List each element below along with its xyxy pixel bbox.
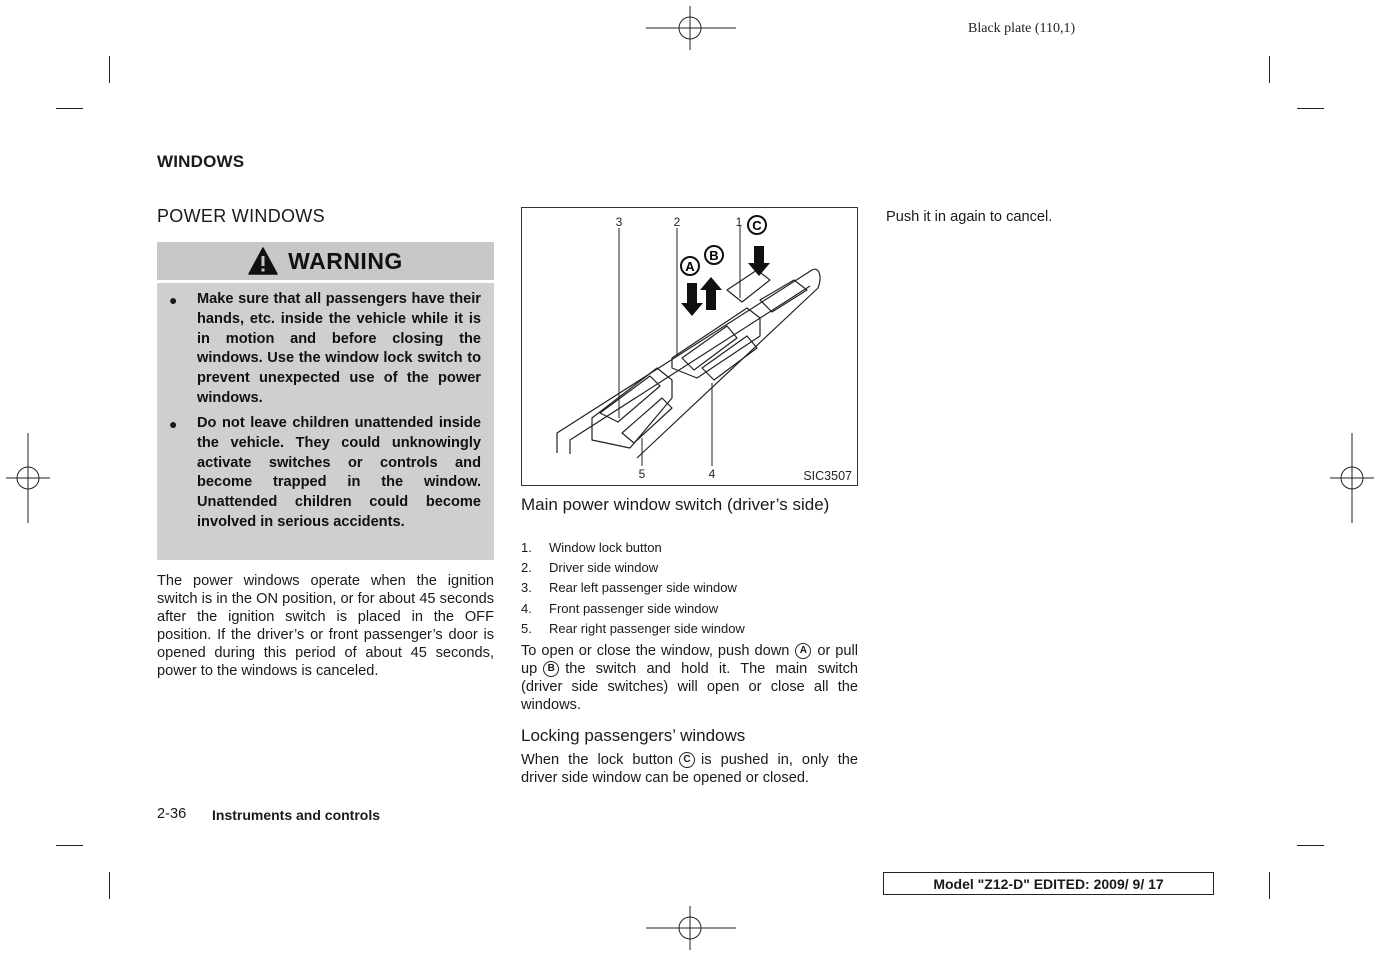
- callout-b: B: [709, 248, 719, 263]
- locking-paragraph: [521, 751, 858, 787]
- chapter-title: Instruments and controls: [212, 807, 381, 823]
- para3-text-1: When the lock button: [521, 752, 674, 768]
- crop-mark: [56, 108, 83, 109]
- crop-mark: [1297, 845, 1324, 846]
- para2-text-2: or pull up: [521, 643, 859, 677]
- model-edit-box: Model "Z12-D" EDITED: 2009/ 9/ 17: [883, 872, 1214, 895]
- registration-mark-bottom: [646, 906, 736, 950]
- list-item: [521, 540, 861, 560]
- bullet-icon: ●: [169, 416, 178, 432]
- callout-1: 1: [735, 215, 743, 229]
- list-number: 4.: [521, 600, 532, 616]
- cancel-paragraph: Push it in again to cancel.: [886, 209, 1053, 225]
- para2-text-3: the switch and hold it. The main switch (driver side switches) will open or close all the windows.: [521, 661, 858, 713]
- warning-header: [157, 242, 494, 280]
- list-text: Front passenger side window: [549, 600, 719, 616]
- section-title: WINDOWS: [157, 152, 245, 171]
- list-text: Rear right passenger side window: [549, 620, 745, 636]
- para3-text-2: is pushed in, only the driver side window can be opened or closed.: [521, 752, 858, 786]
- crop-mark: [1269, 56, 1270, 83]
- circle-c-icon: C: [679, 752, 695, 768]
- locking-subheading: Locking passengers’ windows: [521, 726, 746, 745]
- bullet-icon: ●: [169, 292, 178, 308]
- switch-figure: [521, 207, 858, 486]
- crop-mark: [1269, 872, 1270, 899]
- warning-item: Make sure that all passengers have their hands, etc. inside the vehicle while it is in motion and before closing the windows. Use the window lock switch to prevent unexpected use of the power windows.: [197, 291, 481, 406]
- circle-a-icon: A: [795, 643, 811, 659]
- legend-list: [521, 540, 861, 641]
- figure-caption: Main power window switch (driver’s side): [521, 495, 830, 514]
- callout-4: 4: [708, 467, 716, 481]
- figure-code: SIC3507: [803, 469, 852, 483]
- warning-body: [157, 283, 494, 560]
- list-item: [521, 621, 861, 641]
- warning-triangle-icon: [248, 247, 278, 275]
- power-window-switch-illustration: [522, 208, 857, 485]
- operation-paragraph: [521, 642, 858, 714]
- warning-item: Do not leave children unattended inside the vehicle. They could unknowingly activate switches or controls and become trapped in the window. Unattended children could become involved in serious accidents.: [197, 415, 481, 530]
- callout-c: C: [752, 218, 762, 233]
- list-text: Rear left passenger side window: [549, 580, 737, 596]
- list-item: [521, 580, 861, 600]
- list-number: 2.: [521, 560, 532, 576]
- plate-label: Black plate (110,1): [968, 21, 1076, 36]
- list-item: [521, 601, 861, 621]
- list-item: [521, 560, 861, 580]
- callout-3: 3: [615, 215, 623, 229]
- list-text: Window lock button: [549, 540, 662, 555]
- circle-b-icon: B: [543, 661, 559, 677]
- registration-mark-left: [6, 433, 50, 523]
- list-number: 3.: [521, 580, 532, 596]
- crop-mark: [109, 56, 110, 83]
- registration-mark-right: [1330, 433, 1374, 523]
- list-number: 5.: [521, 620, 532, 636]
- subsection-title: POWER WINDOWS: [157, 206, 325, 226]
- para2-text-1: To open or close the window, push down: [521, 643, 790, 659]
- crop-mark: [56, 845, 83, 846]
- registration-mark-top: [646, 6, 736, 50]
- intro-paragraph: The power windows operate when the ignition switch is in the ON position, or for about 45 seconds after the ignition switch is placed in the OFF position. If the driver’s or front passenger’s door is opened during this period of about 45 seconds, power to the windows is canceled.: [157, 573, 494, 679]
- callout-a: A: [685, 259, 695, 274]
- list-number: 1.: [521, 540, 532, 555]
- callout-2: 2: [673, 215, 681, 229]
- callout-5: 5: [638, 467, 646, 481]
- list-text: Driver side window: [549, 560, 659, 576]
- warning-label: WARNING: [288, 247, 403, 274]
- crop-mark: [1297, 108, 1324, 109]
- page-number: 2-36: [157, 806, 187, 822]
- crop-mark: [109, 872, 110, 899]
